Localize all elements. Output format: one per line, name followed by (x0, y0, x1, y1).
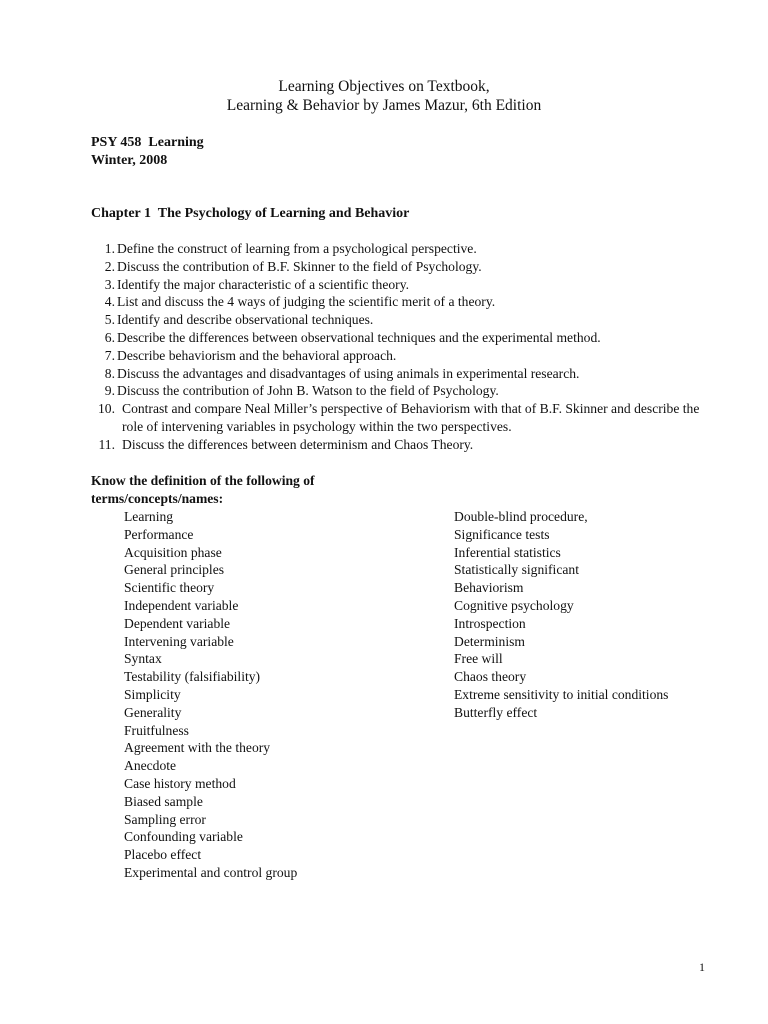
objective-item (91, 347, 721, 365)
term-item: Syntax (124, 651, 162, 667)
term-item: Simplicity (124, 686, 181, 702)
term-item: Anecdote (124, 758, 177, 774)
terms-column-1 (124, 508, 297, 882)
document-title-line-1: Learning Objectives on Textbook, (278, 78, 490, 95)
objective-number: 5. (104, 312, 115, 328)
term-item: Fruitfulness (124, 722, 189, 738)
objective-number: 1. (104, 241, 115, 256)
term-item: Intervening variable (124, 633, 234, 649)
term-item: Agreement with the theory (124, 740, 271, 756)
objective-item (91, 276, 721, 294)
term-item: Dependent variable (124, 615, 231, 631)
term-item: Free will (454, 651, 503, 667)
objective-item (91, 436, 721, 454)
term-item: Confounding variable (124, 829, 243, 845)
term-item: Introspection (454, 615, 526, 631)
term-item: Placebo effect (124, 847, 202, 863)
objective-number: 9. (104, 383, 115, 399)
objective-text: Discuss the advantages and disadvantages of using animals in experimental research. (117, 365, 580, 381)
objective-number: 10. (98, 401, 115, 417)
objective-item (91, 258, 721, 276)
document-title-line-2: Learning & Behavior by James Mazur, 6th Edition (226, 97, 542, 114)
objective-text: Describe behaviorism and the behavioral approach. (117, 347, 397, 363)
objective-number: 8. (104, 365, 115, 381)
objective-number: 7. (104, 347, 115, 363)
term-item: Performance (124, 526, 194, 542)
objective-item (91, 329, 721, 347)
terms-heading (91, 472, 315, 508)
term-item: Sampling error (124, 811, 206, 827)
objective-text: List and discuss the 4 ways of judging the scientific merit of a theory. (117, 294, 496, 310)
objective-number: 2. (104, 258, 115, 274)
objective-number: 6. (104, 329, 115, 345)
objective-text: Identify and describe observational techniques. (117, 312, 374, 328)
term-item: Statistically significant (454, 562, 579, 578)
objective-text: Discuss the contribution of B.F. Skinner to the field of Psychology. (117, 258, 482, 274)
objective-text: Describe the differences between observational techniques and the experimental method. (117, 329, 601, 345)
term-item: Scientific theory (124, 580, 215, 596)
objective-text: Identify the major characteristic of a scientific theory. (117, 276, 410, 292)
term-item: Independent variable (124, 597, 239, 613)
term-item: Extreme sensitivity to initial conditions (454, 686, 669, 702)
term-item: General principles (124, 562, 225, 578)
objectives-list (91, 240, 721, 454)
term-item: Double-blind procedure, (454, 509, 588, 524)
objective-text: Define the construct of learning from a psychological perspective. (117, 241, 477, 256)
term-item: Inferential statistics (454, 544, 561, 560)
term-item: Biased sample (124, 793, 203, 809)
objective-item (91, 400, 721, 436)
term-item: Determinism (454, 633, 525, 649)
term-item: Butterfly effect (454, 704, 538, 720)
course-info (91, 134, 204, 170)
objective-text: Contrast and compare Neal Miller’s perspective of Behaviorism with that of B.F. Skinner and describe the role of intervening variables in psychology within the two perspectives. (122, 401, 700, 434)
term-item: Chaos theory (454, 669, 527, 685)
terms-column-2 (454, 508, 668, 722)
objective-number: 3. (104, 276, 115, 292)
objective-number: 4. (104, 294, 115, 310)
objective-item (91, 365, 721, 383)
objective-number: 11. (98, 436, 115, 452)
objective-text: Discuss the differences between determinism and Chaos Theory. (122, 436, 474, 452)
term-item: Significance tests (454, 526, 550, 542)
page-number: 1 (699, 960, 705, 974)
term-item: Cognitive psychology (454, 597, 574, 613)
term-item: Experimental and control group (124, 864, 298, 880)
course-term: Winter, 2008 (91, 153, 168, 168)
objective-text: Discuss the contribution of John B. Watson to the field of Psychology. (117, 383, 499, 399)
term-item: Learning (124, 509, 174, 524)
term-item: Testability (falsifiability) (124, 669, 261, 685)
chapter-heading: Chapter 1 The Psychology of Learning and Behavior (91, 206, 410, 221)
term-item: Generality (124, 704, 182, 720)
objective-item (91, 240, 721, 258)
objective-item (91, 382, 721, 400)
objective-item (91, 293, 721, 311)
term-item: Acquisition phase (124, 544, 222, 560)
term-item: Case history method (124, 775, 236, 791)
term-item: Behaviorism (454, 580, 524, 596)
objective-item (91, 311, 721, 329)
course-name: PSY 458 Learning (91, 135, 204, 150)
terms-heading-line-1: Know the definition of the following of (91, 473, 315, 488)
terms-heading-line-2: terms/concepts/names: (91, 491, 224, 506)
